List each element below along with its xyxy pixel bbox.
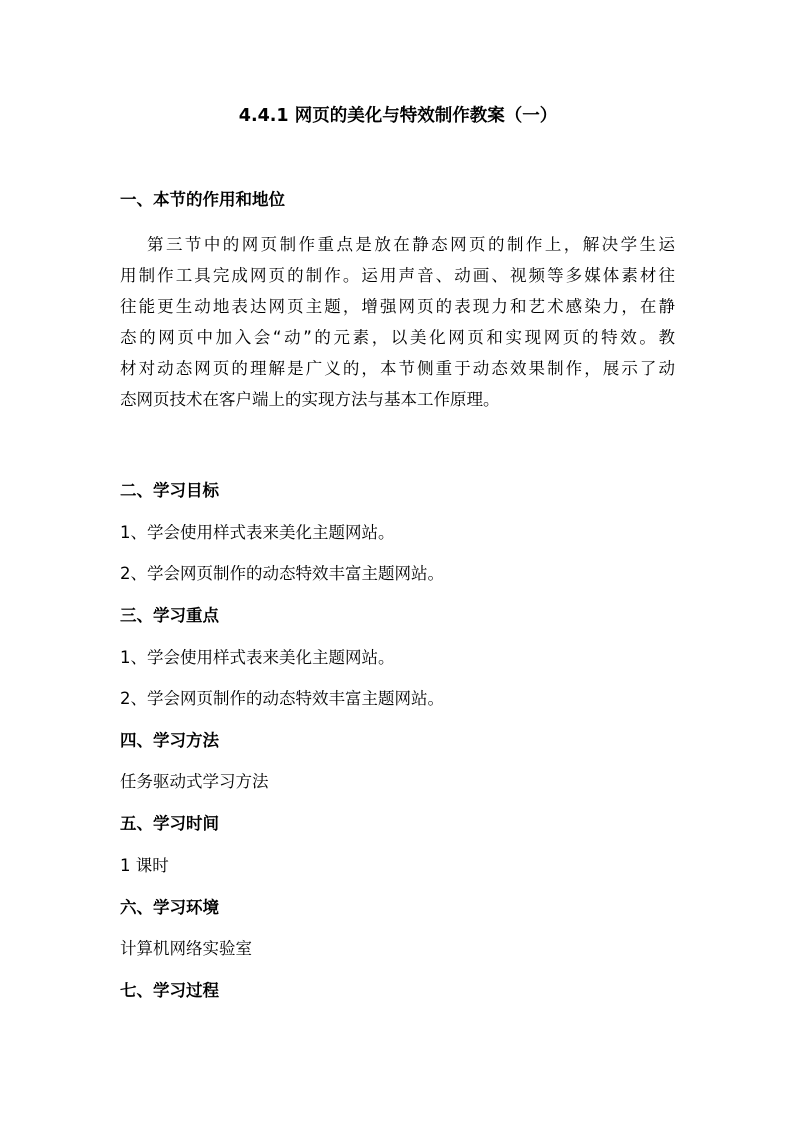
list-item: 计算机网络实验室 <box>120 939 252 958</box>
section-heading-environment: 六、学习环境 <box>120 898 219 917</box>
list-item: 2、学会网页制作的动态特效丰富主题网站。 <box>120 689 444 708</box>
section-heading-time: 五、学习时间 <box>120 814 219 833</box>
list-item: 2、学会网页制作的动态特效丰富主题网站。 <box>120 564 444 583</box>
section-paragraph-role <box>120 229 675 415</box>
list-item: 1 课时 <box>120 856 169 875</box>
list-item: 1、学会使用样式表来美化主题网站。 <box>120 648 395 667</box>
list-item: 任务驱动式学习方法 <box>120 772 269 791</box>
paragraph-line: 用制作工具完成网页的制作。运用声音、动画、视频等多媒体素材往 <box>120 266 675 285</box>
paragraph-line: 态网页技术在客户端上的实现方法与基本工作原理。 <box>120 390 500 409</box>
paragraph-line: 第三节中的网页制作重点是放在静态网页的制作上，解决学生运 <box>147 235 675 254</box>
section-heading-method: 四、学习方法 <box>120 731 219 750</box>
section-heading-objectives: 二、学习目标 <box>120 481 219 500</box>
list-item: 1、学会使用样式表来美化主题网站。 <box>120 523 395 542</box>
section-heading-role: 一、本节的作用和地位 <box>120 190 285 209</box>
document-title: 4.4.1 网页的美化与特效制作教案（一） <box>238 106 558 126</box>
section-heading-process: 七、学习过程 <box>120 981 219 1000</box>
section-heading-key-points: 三、学习重点 <box>120 606 219 625</box>
paragraph-line: 材对动态网页的理解是广义的，本节侧重于动态效果制作，展示了动 <box>120 359 675 378</box>
paragraph-line: 往能更生动地表达网页主题，增强网页的表现力和艺术感染力，在静 <box>120 297 675 316</box>
paragraph-line: 态的网页中加入会“动”的元素，以美化网页和实现网页的特效。教 <box>120 328 675 347</box>
